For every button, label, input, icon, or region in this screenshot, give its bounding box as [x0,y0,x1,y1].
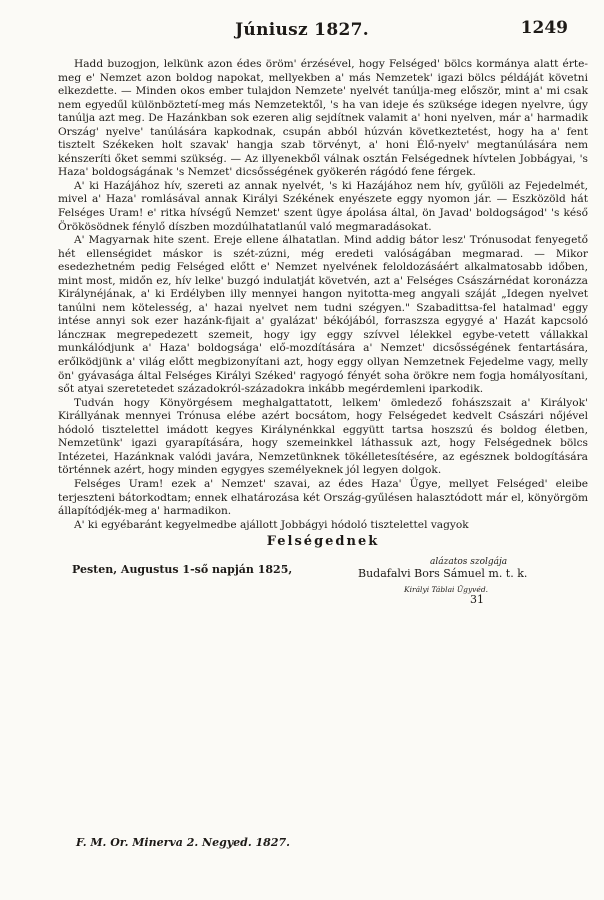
paragraph: Tudván hogy Könyörgésem meghalgattatott, lelkem' ömledező fohászszait a' Királyok' Királlyának mennyei Trónusa elébe azért bocsátom, hogy Felségedet kedvelt Császári nőjével hódoló tisztelettel imádott kegyes Királynénkkal eggyütt tartsa hoszszú és boldog életben, Nemzetünk' igazi gyarapítására, hogy szemeinkkel láthassuk azt, hogy Felségednek bölcs Intézetei, Hazánknak valódi javára, Nemzetünknek tökélletesítésére, az egésznek boldogítására történnek azért, hogy minden egygyes személyeknek jól legyen dolgok. [58,396,588,477]
paragraph: Hadd buzogjon, lelkünk azon édes öröm' érzésével, hogy Felséged' bölcs kormánya alatt érte-meg e' Nemzet azon boldog napokat, mellyekben a' más Nemzetek' igazi bölcs példáját követni elkezdette. — Minden okos ember tulajdon Nemzete' nyelvét tanúlja-meg először, mint a' mi csak nem egyedűl különböztetí-meg más Nemzetektől, 's ha van ideje és szüksége idegen nyelvre, úgy tanúlja azt meg. De Hazánkban sok ezeren alig sejdítnek valamit a' honi nyelven, már a' harmadik Ország' nyelve' tanúlására kapkodnak, csupán abból húzván következtetést, hogy ha a' fent tisztelt Székeken holt szavak' hangja szab törvényt, a' honi Élő-nyelv' megtanúlására nem kénszeríti őket semmi szükség. — Az illyenekből válnak osztán Felségednek hívtelen Jobbágyai, 's Haza' boldogságának 's Nemzet' dicsősségének gyökerén rágódó fene férgek. [58,58,588,179]
signer-office: Királyi Táblai Ügyvéd. [404,584,489,594]
paragraph: A' ki egyébaránt kegyelmedbe ajállott Jobbágyi hódoló tisztelettel vagyok [74,518,469,531]
dateline: Pesten, Augustus 1-ső napján 1825, [72,562,293,576]
page-header [0,18,604,48]
running-title: Júniusz 1827. [235,20,369,40]
body-text [58,58,588,605]
closing-salutation: Felségednek [266,534,380,550]
page-number: 1249 [520,18,568,38]
paragraph: A' Magyarnak hite szent. Ereje ellene álhatatlan. Mind addig bátor lesz' Trónusodat fenyegető hét ellenségidet máskor is szét-zúzni, még eredeti valóságában megmarad. — Mikor esedezhetném pedig Felséged előtt e' Nemzet nyelvének feloldozásáért alkalmatosabb időben, mint most, midőn ez, hív lelke' buzgó indulatját követvén, azt a' Felséges Császárnédat koronázza Királynéjának, a' ki Erdélyben illy mennyei hangon nyitotta-meg angyali száját „Idegen nyelvet tanúlni nem kötelesség, a' hazai nyelvet nem tudni szégyen." Szabadittsa-fel hatalmad' eggy intése annyi sok ezer hazánk-fijait a' gyalázat' békójából, forraszsza egygyé a' Hazát kapcsoló lánczнак megrepedezett szemeit, hogy igy eggy szívvel lélekkel egybe-vetett vállakkal munkálódjunk a' Haza' boldogsága' elő-mozdítására a' Nemzet' dicsősségének fentartására, erőlködjünk a' világ előtt megbizonyítani azt, hogy eggy ollyan Nemzetnek Fejedelme vagy, melly ön' gyávasága által Felséges Királyi Széked' ragyogó fényét soha örökre nem fogja homályosítani, sőt atyai szeretetedet századokról-századokra inkább megérdemleni iparkodik. [58,234,588,396]
paragraph: Felséges Uram! ezek a' Nemzet' szavai, az édes Haza' Ügye, mellyet Felséged' eleibe terjeszteni bátorkodtam; ennek elhatározása két Ország-gyűlésen halasztódott már el, könyörgöm állapítódjék-meg a' harmadikon. [58,477,588,518]
paragraph: A' ki Hazájához hív, szereti az annak nyelvét, 's ki Hazájához nem hív, gyűlöli az Fejedelmét, mivel a' Haza' romlásával annak Királyi Székének enyészete eggy nyomon jár. — Eszközöld hát Felséges Uram! e' ritka hívségű Nemzet' szent ügye ápolása által, ön Javad' boldogságod' 's késő Örökösödnek fénylő díszben mozdúlhatatlanúl való megmaradásokat. [58,179,588,233]
signature-number: 31 [470,592,484,606]
humble-servant-line: alázatos szolgája [430,556,508,567]
signature-block [58,557,588,605]
signer-name: Budafalvi Bors Sámuel m. t. k. [358,566,528,580]
source-citation: F. M. Or. Minerva 2. Negyed. 1827. [76,836,290,849]
